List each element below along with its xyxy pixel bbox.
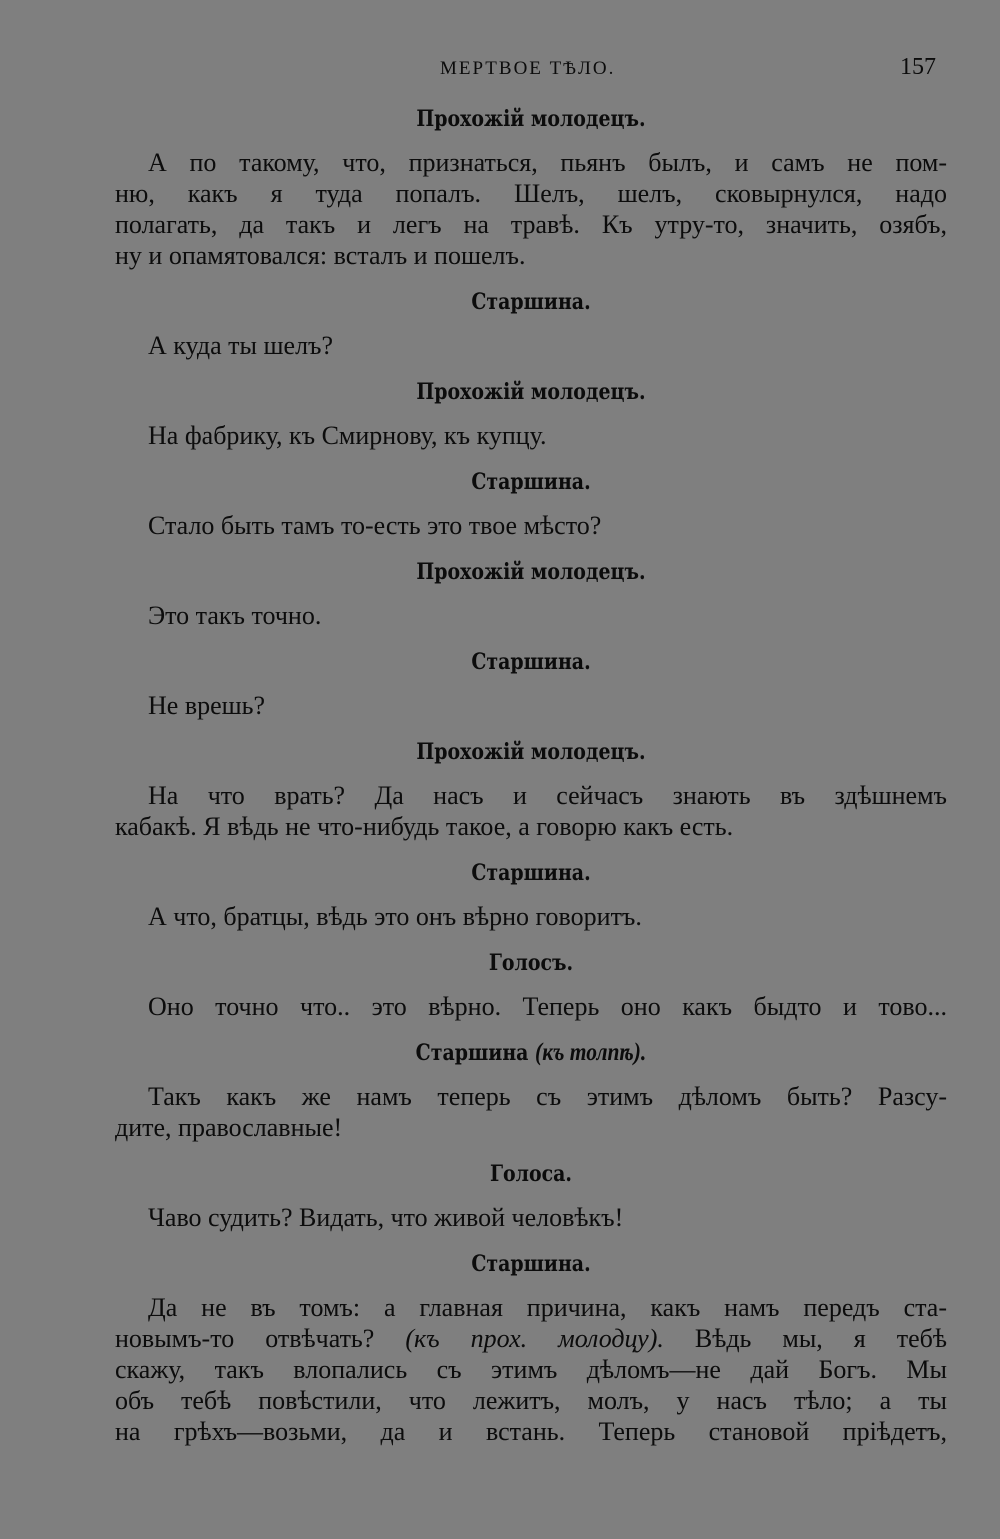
- speech-line: На фабрику, къ Смирнову, къ купцу.: [148, 421, 547, 450]
- speaker-heading: Старшина.: [471, 289, 591, 315]
- speech-line: Чаво судить? Видать, что живой человѣкъ!: [148, 1203, 624, 1232]
- speech-line: ню, какъ я туда попалъ. Шелъ, шелъ, сковырнулся, надо: [115, 179, 947, 208]
- page-number: 157: [900, 54, 936, 80]
- speech-line: Такъ какъ же намъ теперь съ этимъ дѣломъ быть? Разсу-: [148, 1082, 947, 1111]
- speech-line: новымъ-то отвѣчать? (къ прох. молодцу). Вѣдь мы, я тебѣ: [115, 1324, 947, 1353]
- stage-direction: (къ прох. молодцу).: [405, 1324, 664, 1353]
- speech-line: дите, православные!: [115, 1113, 343, 1142]
- speech-line: Оно точно что.. это вѣрно. Теперь оно какъ быдто и тово...: [148, 992, 947, 1021]
- speaker-heading: Прохожій молодецъ.: [416, 739, 646, 765]
- speaker-heading: Прохожій молодецъ.: [416, 559, 646, 585]
- speech-line: Не врешь?: [148, 691, 266, 720]
- speaker-heading: Старшина (къ толпѣ).: [415, 1039, 647, 1066]
- speaker-heading: Прохожій молодецъ.: [416, 379, 646, 405]
- speech-line: А куда ты шелъ?: [148, 331, 334, 360]
- speech: [115, 330, 947, 361]
- speaker-heading: Старшина.: [471, 649, 591, 675]
- speech: [115, 1081, 947, 1143]
- speech: [115, 147, 947, 271]
- speech: [115, 600, 947, 631]
- speaker-heading: Прохожій молодецъ.: [416, 106, 646, 132]
- speech: [115, 420, 947, 451]
- speaker-heading: Голосъ.: [488, 950, 574, 976]
- speech-line: А что, братцы, вѣдь это онъ вѣрно говоритъ.: [148, 902, 642, 931]
- stage-direction: (къ толпѣ).: [535, 1039, 647, 1066]
- speech: [115, 1292, 947, 1447]
- speech-line: на грѣхъ—возьми, да и встань. Теперь становой пріѣдетъ,: [115, 1417, 947, 1446]
- play-text: [115, 104, 947, 1463]
- speaker-heading: Голоса.: [489, 1161, 572, 1187]
- speech-line: На что врать? Да насъ и сейчасъ знають въ здѣшнемъ: [148, 781, 947, 810]
- speaker-heading: Старшина.: [471, 1251, 591, 1277]
- speech: [115, 1202, 947, 1233]
- speech-line: А по такому, что, признаться, пьянъ былъ, и самъ не пом-: [148, 148, 947, 177]
- speech-line: полагать, да такъ и легъ на травѣ. Къ утру-то, значить, озябъ,: [115, 210, 947, 239]
- speech: [115, 510, 947, 541]
- speech: [115, 991, 947, 1022]
- speech-line: скажу, такъ влопались съ этимъ дѣломъ—не дай Богъ. Мы: [115, 1355, 947, 1384]
- speech: [115, 901, 947, 932]
- running-title: МЕРТВОЕ ТѢЛО.: [440, 58, 616, 79]
- speech: [115, 690, 947, 721]
- running-head: [0, 52, 1000, 84]
- speech-line: объ тебѣ повѣстили, что лежитъ, молъ, у насъ тѣло; а ты: [115, 1386, 947, 1415]
- speaker-heading: Старшина.: [471, 469, 591, 495]
- speech-line: Да не въ томъ: а главная причина, какъ намъ передъ ста-: [148, 1293, 947, 1322]
- speech-line: кабакѣ. Я вѣдь не что-нибудь такое, а говорю какъ есть.: [115, 812, 734, 841]
- speech: [115, 780, 947, 842]
- speech-line: Стало быть тамъ то-есть это твое мѣсто?: [148, 511, 602, 540]
- speech-line: ну и опамятовался: всталъ и пошелъ.: [115, 241, 526, 270]
- speech-line: Это такъ точно.: [148, 601, 322, 630]
- speaker-heading: Старшина.: [471, 860, 591, 886]
